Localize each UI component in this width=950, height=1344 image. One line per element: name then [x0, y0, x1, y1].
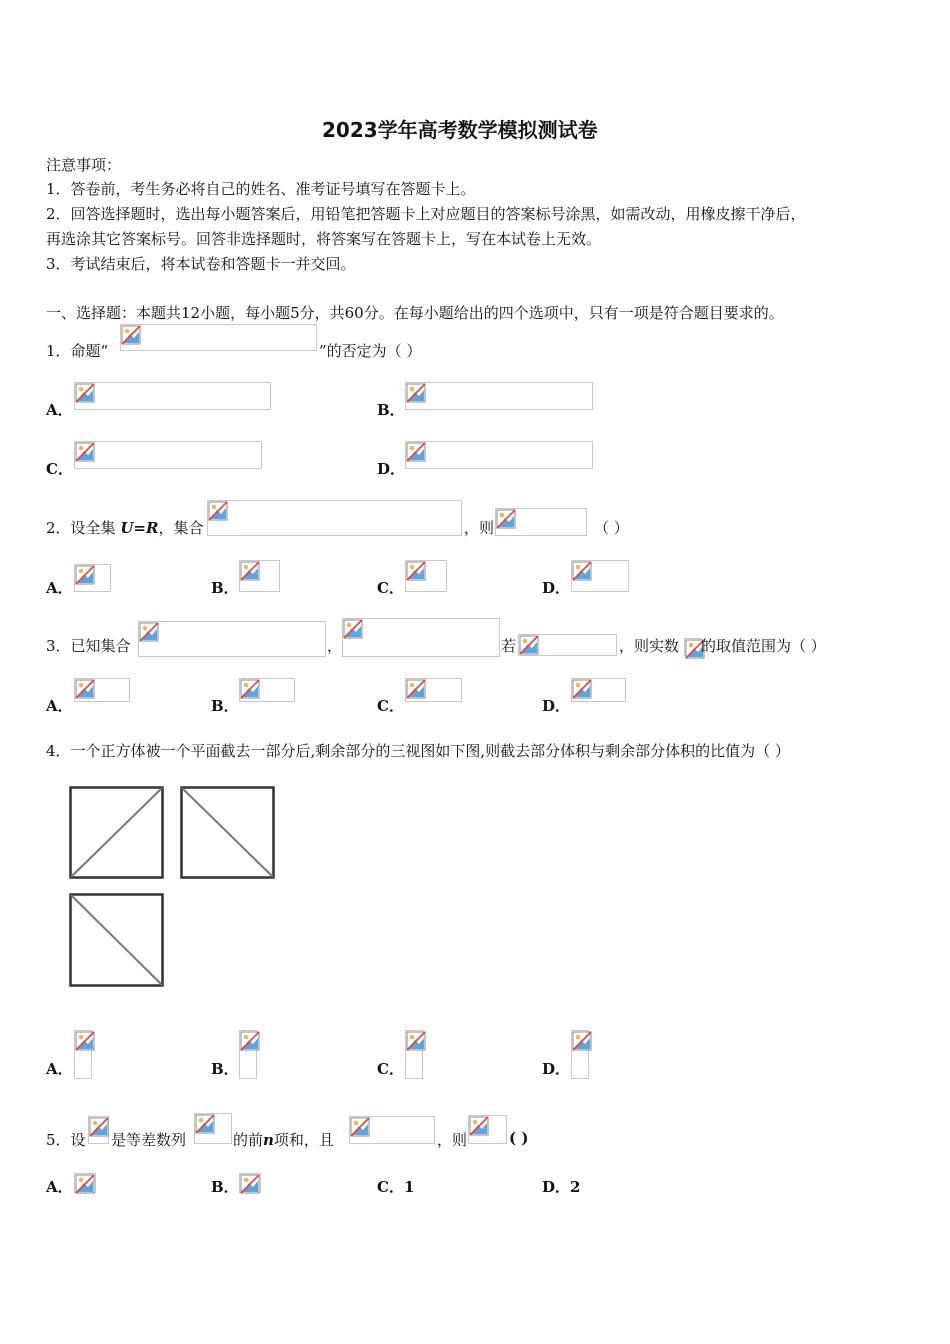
side-view-diagram	[180, 786, 276, 880]
notice-item-3: 3．考试结束后，将本试卷和答题卡一并交回。	[46, 255, 356, 273]
broken-image-icon	[75, 679, 95, 699]
q4-option-c-image	[405, 1030, 423, 1079]
q5-condition-image	[349, 1116, 435, 1144]
broken-image-icon	[519, 635, 539, 655]
broken-image-icon	[406, 679, 426, 699]
broken-image-icon	[240, 1174, 260, 1194]
q3-if: 若	[501, 637, 517, 655]
broken-image-icon	[75, 1031, 95, 1051]
q4-option-b-image	[239, 1030, 257, 1079]
q3-set-a-image	[138, 621, 326, 657]
q1-option-b-label: B．	[377, 401, 405, 419]
q2-text	[46, 517, 203, 538]
q2-set-image	[207, 500, 462, 536]
q3-option-b-image	[239, 678, 295, 702]
broken-image-icon	[139, 622, 159, 642]
q3-condition-image	[518, 634, 617, 656]
q2-option-c-image	[405, 560, 447, 592]
q4-option-a-image	[74, 1030, 92, 1079]
q4-option-b-label: B．	[211, 1060, 239, 1078]
notice-item-2-cont: 再选涂其它答案标号。回答非选择题时，将答案写在答题卡上，写在本试卷上无效。	[46, 230, 602, 248]
q3-option-d-label: D．	[542, 697, 571, 715]
q1-option-c-label: C．	[46, 460, 73, 478]
q1-prefix: 1．命题“	[46, 342, 109, 360]
q1-formula-image	[120, 324, 317, 351]
broken-image-icon	[75, 442, 95, 462]
q3-tail: 的取值范围为（ ）	[701, 637, 826, 655]
q1-option-d-image	[405, 441, 593, 469]
broken-image-icon	[572, 561, 592, 581]
q2-option-b-image	[239, 560, 280, 592]
q3-option-a-label: A．	[46, 697, 73, 715]
q4-option-d-label: D．	[542, 1060, 571, 1078]
broken-image-icon	[240, 1031, 260, 1051]
broken-image-icon	[75, 565, 95, 585]
broken-image-icon	[572, 1031, 592, 1051]
q2-option-d-image	[571, 560, 629, 592]
q5-then: ，则	[437, 1131, 468, 1149]
q2-paren: （ ）	[594, 519, 629, 537]
q2-option-b-label: B．	[211, 579, 239, 597]
q2-option-a-label: A．	[46, 579, 73, 597]
q4-option-a-label: A．	[46, 1060, 73, 1078]
q5-seq-image	[88, 1116, 109, 1144]
q5-paren: ( )	[509, 1129, 529, 1147]
broken-image-icon	[469, 1116, 489, 1136]
q5-sum-text	[233, 1129, 334, 1150]
q5-option-b-label: B．	[211, 1178, 239, 1196]
broken-image-icon	[406, 561, 426, 581]
broken-image-icon	[208, 501, 228, 521]
broken-image-icon	[240, 561, 260, 581]
q2-expr-image	[495, 508, 587, 536]
q1-option-a-image	[74, 382, 271, 410]
broken-image-icon	[350, 1117, 370, 1137]
q5-option-b-image	[239, 1173, 261, 1193]
q3-option-c-label: C．	[377, 697, 404, 715]
q5-mid: 是等差数列	[111, 1131, 187, 1149]
q1-suffix: ”的否定为（ ）	[319, 342, 422, 360]
q5-n: n	[263, 1131, 274, 1149]
q5-target-image	[468, 1115, 507, 1144]
q5-mid3: 项和，且	[273, 1131, 334, 1149]
q3-option-a-image	[74, 678, 130, 702]
q2-prefix: 2．设全集	[46, 519, 121, 537]
q2-universe: U=R	[120, 519, 159, 537]
q3-option-d-image	[571, 678, 626, 702]
broken-image-icon	[406, 442, 426, 462]
notice-item-1: 1．答卷前，考生务必将自己的姓名、准考证号填写在答题卡上。	[46, 180, 476, 198]
broken-image-icon	[75, 383, 95, 403]
q4-option-d-image	[571, 1030, 589, 1079]
page-title: 2023学年高考数学模拟测试卷	[322, 118, 598, 142]
broken-image-icon	[75, 1174, 95, 1194]
broken-image-icon	[89, 1117, 109, 1137]
broken-image-icon	[121, 325, 141, 345]
broken-image-icon	[240, 679, 260, 699]
q5-option-c: C．1	[377, 1178, 415, 1196]
q2-option-c-label: C．	[377, 579, 404, 597]
q1-option-a-label: A．	[46, 401, 73, 419]
q3-comma: ，	[327, 637, 343, 655]
broken-image-icon	[406, 383, 426, 403]
q5-option-a-label: A．	[46, 1178, 73, 1196]
section-heading: 一、选择题：本题共12小题，每小题5分，共60分。在每小题给出的四个选项中，只有一项是符合题目要求的。	[46, 304, 784, 322]
broken-image-icon	[343, 619, 363, 639]
q4-text: 4．一个正方体被一个平面截去一部分后,剩余部分的三视图如下图,则截去部分体积与剩余部分体积的比值为（ ）	[46, 742, 790, 760]
q5-prefix: 5．设	[46, 1131, 86, 1149]
q5-mid2: 的前	[233, 1131, 264, 1149]
q5-option-a-image	[74, 1173, 96, 1193]
q3-prefix: 3．已知集合	[46, 637, 131, 655]
top-view-diagram	[69, 893, 165, 988]
q1-option-b-image	[405, 382, 593, 410]
q3-set-b-image	[342, 618, 500, 657]
q2-mid: ，集合	[158, 519, 204, 537]
q1-option-d-label: D．	[377, 460, 406, 478]
q2-option-d-label: D．	[542, 579, 571, 597]
q3-var-image	[684, 638, 701, 656]
broken-image-icon	[496, 509, 516, 529]
notice-item-2: 2．回答选择题时，选出每小题答案后，用铅笔把答题卡上对应题目的答案标号涂黑，如需改动，用橡皮擦干净后，	[46, 205, 806, 223]
q2-then: ，则	[464, 519, 495, 537]
q2-option-a-image	[74, 564, 111, 592]
q5-seq2-image	[194, 1113, 232, 1144]
broken-image-icon	[406, 1031, 426, 1051]
broken-image-icon	[572, 679, 592, 699]
q5-option-d: D．2	[542, 1178, 581, 1196]
q3-then: ，则实数	[619, 637, 680, 655]
broken-image-icon	[195, 1114, 215, 1134]
front-view-diagram	[69, 786, 165, 880]
q3-option-b-label: B．	[211, 697, 239, 715]
q3-option-c-image	[405, 678, 462, 702]
q1-option-c-image	[74, 441, 262, 469]
q4-option-c-label: C．	[377, 1060, 404, 1078]
notice-heading: 注意事项：	[46, 156, 122, 174]
